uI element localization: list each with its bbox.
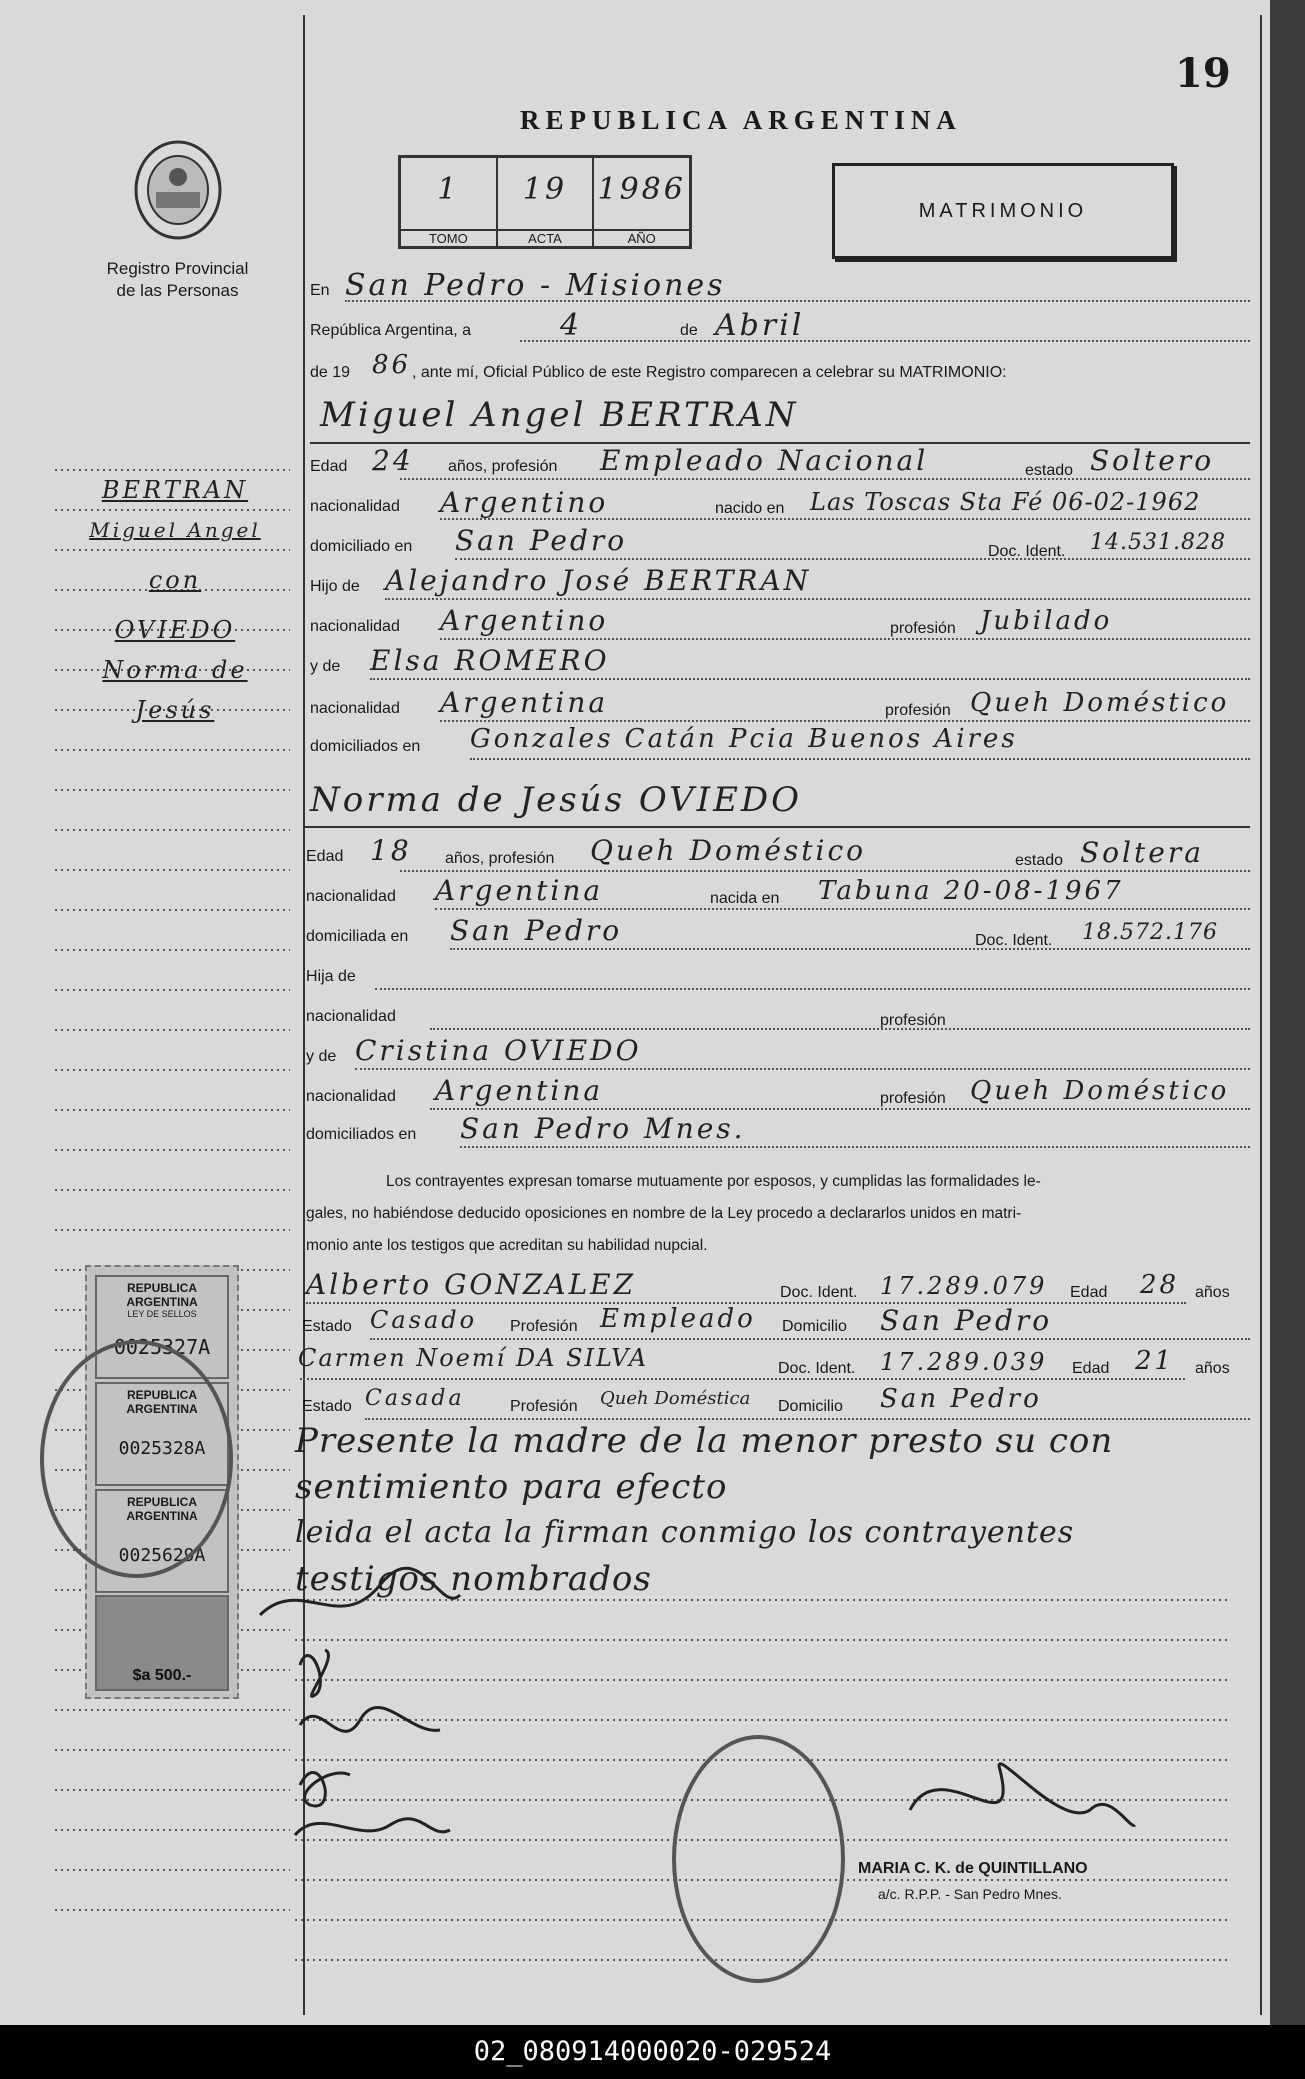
line	[430, 1108, 1250, 1110]
witness2-name: Carmen Noemí DA SILVA	[298, 1344, 649, 1372]
groom-hijo-label: Hijo de	[310, 578, 360, 595]
groom-mother-nat-label: nacionalidad	[310, 700, 400, 717]
acta-value: 19	[522, 172, 568, 207]
margin-name-1: BERTRAN	[101, 476, 249, 504]
witness2-prof-label: Profesión	[510, 1398, 578, 1415]
intro-month: Abril	[715, 308, 805, 343]
witness1-dom-label: Domicilio	[782, 1318, 847, 1335]
line	[450, 948, 1250, 950]
groom-yde-label: y de	[310, 658, 341, 675]
groom-parents-dom-label: domiciliados en	[310, 738, 421, 755]
ante-text: , ante mí, Oficial Público de este Registro comparecen a celebrar su MATRIMONIO:	[412, 364, 1007, 381]
signature-1	[260, 1568, 460, 1615]
ano-cell	[594, 158, 689, 246]
bride-mother: Cristina OVIEDO	[355, 1034, 642, 1067]
line	[435, 908, 1250, 910]
groom-domicile: San Pedro	[455, 524, 628, 557]
tomo-label: TOMO	[401, 229, 496, 246]
signatures	[240, 1555, 500, 1855]
stamp2-header: REPUBLICA ARGENTINA	[126, 1388, 198, 1416]
bride-mother-nat-label: nacionalidad	[306, 1088, 396, 1105]
acta-label: ACTA	[498, 229, 593, 246]
line	[400, 478, 1250, 480]
provincial-seal	[128, 132, 228, 244]
line	[455, 558, 1250, 560]
margin-name-4: OVIEDO	[114, 616, 236, 644]
bride-parents-dom-label: domiciliados en	[306, 1126, 417, 1143]
page-number: 19	[1175, 50, 1231, 97]
note-line1: Presente la madre de la menor presto su con	[295, 1421, 1114, 1461]
signature-5	[295, 1819, 450, 1835]
witness2-status: Casada	[365, 1386, 465, 1411]
note-line4: testigos nombrados	[295, 1559, 652, 1599]
groom-anos-label: años, profesión	[448, 458, 558, 475]
bride-nacida-label: nacida en	[710, 890, 780, 907]
tomo-cell	[401, 158, 498, 246]
line	[375, 988, 1250, 990]
groom-father-nationality: Argentino	[440, 604, 609, 637]
witness2-anos-label: años	[1195, 1360, 1230, 1377]
stamp1-header: REPUBLICA ARGENTINA	[126, 1281, 198, 1309]
bride-hija-label: Hija de	[306, 968, 356, 985]
intro-year: 86	[372, 350, 412, 380]
witness2-doc: 17.289.039	[880, 1348, 1048, 1376]
intro-place: San Pedro - Misiones	[345, 268, 726, 303]
witness2-estado-label: Estado	[302, 1398, 352, 1415]
bride-mother-profession: Queh Doméstico	[970, 1076, 1230, 1106]
bride-age: 18	[370, 834, 412, 867]
country-title: REPUBLICA ARGENTINA	[520, 105, 962, 135]
signature-2	[300, 1650, 328, 1696]
ano-value: 1986	[597, 172, 686, 207]
line	[440, 638, 1250, 640]
acta-cell	[498, 158, 595, 246]
note-line2: sentimiento para efecto	[295, 1467, 728, 1507]
bride-mother-prof-label: profesión	[880, 1090, 946, 1107]
official-signature	[880, 1730, 1140, 1860]
stamp2-serial: 0025328A	[118, 1438, 206, 1459]
bride-mother-nationality: Argentina	[435, 1074, 604, 1107]
line	[430, 1028, 1250, 1030]
registry-line1: Registro Provincial	[106, 259, 249, 278]
witness2-doc-label: Doc. Ident.	[778, 1360, 856, 1377]
republic-label: República Argentina, a	[310, 322, 471, 339]
stamp1-sub: LEY DE SELLOS	[127, 1309, 197, 1319]
groom-birth: Las Toscas Sta Fé 06-02-1962	[810, 488, 1201, 516]
witness2-edad-label: Edad	[1072, 1360, 1110, 1377]
witness1-estado-label: Estado	[302, 1318, 352, 1335]
bride-yde-label: y de	[306, 1048, 337, 1065]
bride-father-nat-label: nacionalidad	[306, 1008, 396, 1025]
declaration-text	[306, 1166, 1246, 1262]
book-box	[398, 155, 692, 249]
official-title: a/c. R.P.P. - San Pedro Mnes.	[878, 1886, 1062, 1902]
groom-dom-label: domiciliado en	[310, 538, 413, 555]
groom-profession: Empleado Nacional	[600, 444, 929, 477]
bride-estado-label: estado	[1015, 852, 1064, 869]
witness2-age: 21	[1135, 1346, 1175, 1376]
bride-doc-label: Doc. Ident.	[975, 932, 1053, 949]
line	[470, 758, 1250, 760]
margin-name-5: Norma de	[102, 656, 248, 684]
bride-doc: 18.572.176	[1082, 920, 1218, 945]
groom-name: Miguel Angel BERTRAN	[320, 395, 799, 435]
line	[300, 1378, 1185, 1380]
groom-father-prof-label: profesión	[890, 620, 956, 637]
office-round-stamp	[40, 1340, 233, 1578]
tomo-value: 1	[437, 172, 460, 207]
signature-3	[300, 1707, 440, 1731]
ano-label: AÑO	[594, 229, 689, 246]
witness1-doc-label: Doc. Ident.	[780, 1284, 858, 1301]
groom-nacido-label: nacido en	[715, 500, 785, 517]
bride-birth: Tabuna 20-08-1967	[818, 876, 1124, 906]
bride-edad-label: Edad	[306, 848, 344, 865]
stamp1-serial: 0025327A	[113, 1335, 211, 1359]
official-name: MARIA C. K. de QUINTILLANO	[858, 1860, 1088, 1877]
groom-parents-domicile: Gonzales Catán Pcia Buenos Aires	[470, 724, 1018, 754]
witness2-dom-label: Domicilio	[778, 1398, 843, 1415]
groom-mother-nationality: Argentina	[440, 686, 609, 719]
line	[385, 598, 1250, 600]
groom-father-profession: Jubilado	[980, 606, 1113, 636]
year-prefix: de 19	[310, 364, 351, 381]
groom-nationality: Argentino	[440, 486, 609, 519]
line	[370, 1338, 1250, 1340]
bride-parents-domicile: San Pedro Mnes.	[460, 1112, 746, 1145]
witness1-doc: 17.289.079	[880, 1272, 1048, 1300]
note-line3: leida el acta la firman conmigo los contrayentes	[295, 1515, 1075, 1550]
bride-profession: Queh Doméstico	[590, 834, 867, 867]
bride-nat-label: nacionalidad	[306, 888, 396, 905]
groom-doc: 14.531.828	[1090, 530, 1226, 555]
witness1-age: 28	[1140, 1270, 1180, 1300]
witness1-domicile: San Pedro	[880, 1304, 1053, 1337]
line	[520, 340, 1250, 342]
bride-nationality: Argentina	[435, 874, 604, 907]
registry-line2: de las Personas	[116, 281, 239, 300]
margin-name-2: Miguel Angel	[89, 518, 261, 542]
groom-doc-label: Doc. Ident.	[988, 543, 1066, 560]
binding-spine	[1270, 0, 1305, 2025]
bride-anos-label: años, profesión	[445, 850, 555, 867]
intro-day: 4	[560, 308, 583, 343]
registry-name	[60, 258, 295, 302]
line	[440, 518, 1250, 520]
stamp-value: $a 500.-	[132, 1667, 192, 1684]
line	[355, 1068, 1250, 1070]
witness1-name: Alberto GONZALEZ	[306, 1268, 637, 1301]
stamp3-header: REPUBLICA ARGENTINA	[126, 1495, 198, 1523]
line	[440, 720, 1250, 722]
groom-nat-label: nacionalidad	[310, 498, 400, 515]
signature-4	[300, 1773, 350, 1806]
declaration-line3: monio ante los testigos que acreditan su habilidad nupcial.	[306, 1237, 708, 1254]
line	[345, 300, 1250, 302]
witness1-anos-label: años	[1195, 1284, 1230, 1301]
margin-name-3: con	[148, 566, 202, 594]
groom-father: Alejandro José BERTRAN	[385, 564, 812, 597]
margin-name-6: Jesús	[135, 696, 215, 724]
groom-status: Soltero	[1090, 444, 1215, 477]
groom-father-nat-label: nacionalidad	[310, 618, 400, 635]
stamp3-serial: 0025629A	[118, 1545, 206, 1566]
record-type-box: MATRIMONIO	[832, 163, 1174, 259]
declaration-line2: gales, no habiéndose deducido oposiciones en nombre de la Ley procedo a declararlos unidos en matri-	[306, 1205, 1022, 1222]
line	[460, 1146, 1250, 1148]
witness1-profession: Empleado	[600, 1304, 756, 1334]
stamp-4	[95, 1595, 229, 1691]
groom-mother-prof-label: profesión	[885, 702, 951, 719]
de-label: de	[680, 322, 698, 339]
witness1-status: Casado	[370, 1306, 478, 1334]
en-label: En	[310, 282, 330, 299]
registry-oval-seal	[672, 1735, 845, 1983]
bride-name: Norma de Jesús OVIEDO	[310, 780, 803, 820]
witness2-domicile: San Pedro	[880, 1384, 1042, 1414]
bride-status: Soltera	[1080, 836, 1204, 869]
groom-estado-label: estado	[1025, 462, 1074, 479]
witness1-prof-label: Profesión	[510, 1318, 578, 1335]
line	[400, 870, 1250, 872]
right-margin-rule	[1260, 15, 1262, 2015]
footer-id: 02_080914000020-029524	[0, 2025, 1305, 2079]
groom-edad-label: Edad	[310, 458, 348, 475]
bride-father-prof-label: profesión	[880, 1012, 946, 1029]
margin-names	[60, 470, 290, 730]
line	[370, 678, 1250, 680]
bride-dom-label: domiciliada en	[306, 928, 409, 945]
witness2-profession: Queh Doméstica	[600, 1388, 751, 1409]
witness1-edad-label: Edad	[1070, 1284, 1108, 1301]
groom-mother: Elsa ROMERO	[370, 644, 610, 677]
bride-domicile: San Pedro	[450, 914, 623, 947]
declaration-line1: Los contrayentes expresan tomarse mutuamente por esposos, y cumplidas las formalidades le-	[386, 1173, 1041, 1190]
line	[305, 826, 1250, 828]
groom-age: 24	[372, 444, 414, 477]
groom-mother-profession: Queh Doméstico	[970, 688, 1230, 718]
